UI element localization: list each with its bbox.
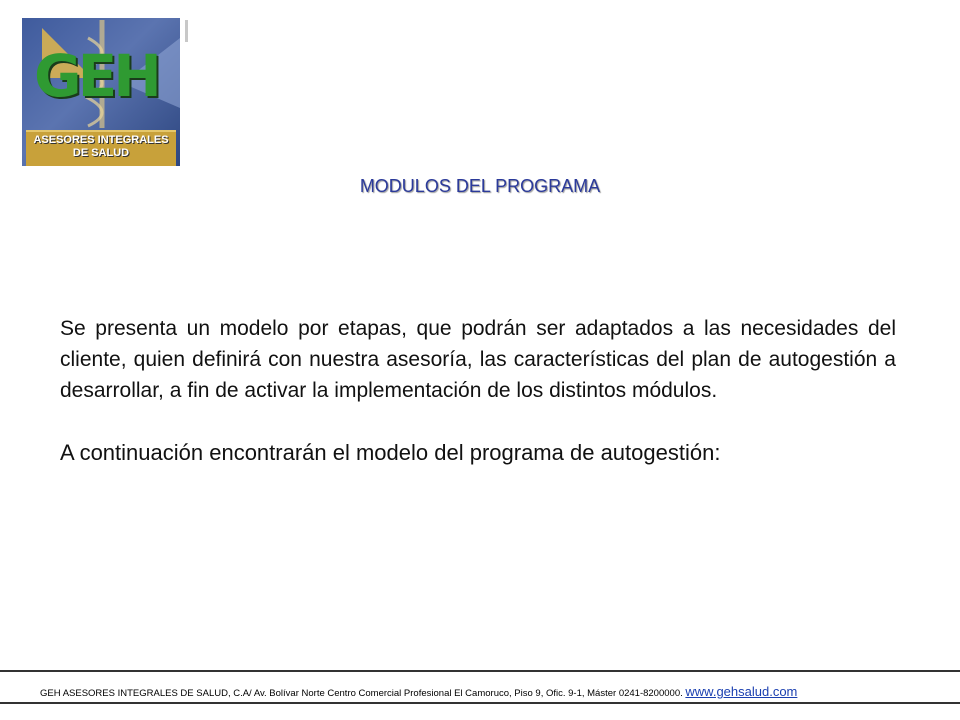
footer-bar	[0, 670, 960, 704]
body-text	[60, 313, 896, 468]
logo-subtitle	[26, 134, 176, 160]
footer-address: GEH ASESORES INTEGRALES DE SALUD, C.A/ Av. Bolívar Norte Centro Comercial Profesional El Camoruco, Piso 9, Ofic. 9-1, Máster 0241-8200000.	[40, 688, 683, 699]
company-logo	[22, 18, 180, 166]
page-title: MODULOS DEL PROGRAMA	[359, 176, 601, 196]
intro-paragraph: Se presenta un modelo por etapas, que podrán ser adaptados a las necesidades del cliente, quien definirá con nuestra asesoría, las características del plan de autogestión a desarrollar, a fin de activar la implementación de los distintos módulos.	[60, 317, 896, 402]
footer-text-container	[40, 684, 930, 699]
logo-subtitle-line1: ASESORES INTEGRALES	[33, 134, 169, 146]
lead-in-paragraph: A continuación encontrarán el modelo del programa de autogestión:	[60, 440, 721, 465]
logo-side-mark	[185, 20, 188, 42]
website-link[interactable]: www.gehsalud.com	[685, 684, 798, 699]
logo-subtitle-line2: DE SALUD	[72, 147, 130, 159]
logo-title: GEH	[34, 42, 158, 110]
